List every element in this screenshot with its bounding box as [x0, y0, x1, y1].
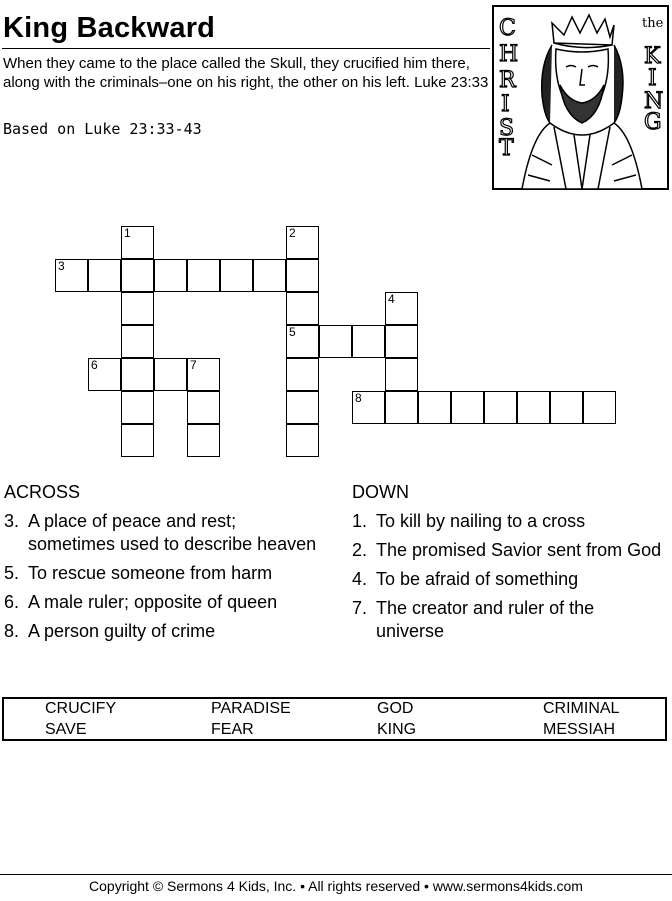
crossword-cell[interactable] [352, 325, 385, 358]
clue-item [4, 591, 319, 614]
clue-number: 3 [58, 259, 65, 273]
clue-item [352, 568, 667, 591]
crossword-cell[interactable] [286, 424, 319, 457]
footer-divider [0, 874, 672, 875]
clue-item [352, 510, 667, 533]
clue-text: To be afraid of something [376, 569, 579, 589]
crossword-cell[interactable] [352, 391, 385, 424]
crossword-cell[interactable] [121, 358, 154, 391]
crossword-cell[interactable] [286, 391, 319, 424]
based-on-text: Based on Luke 23:33-43 [3, 120, 202, 138]
clue-label: 2. [352, 540, 368, 560]
crossword-cell[interactable] [187, 259, 220, 292]
clue-text: The creator and ruler of the universe [376, 598, 595, 641]
clue-number: 5 [289, 325, 296, 339]
crossword-cell[interactable] [286, 358, 319, 391]
crossword-cell[interactable] [385, 391, 418, 424]
art-word-the: the [642, 16, 664, 31]
clue-text: A male ruler; opposite of queen [28, 592, 278, 612]
word-bank-word: PARADISE [211, 700, 291, 717]
crossword-cell[interactable] [88, 358, 121, 391]
crossword-cell[interactable] [286, 259, 319, 292]
clue-text: A person guilty of crime [28, 621, 216, 641]
art-letter: N [644, 89, 664, 114]
clue-label: 4. [352, 569, 368, 589]
crossword-cell[interactable] [121, 292, 154, 325]
word-bank-word: MESSIAH [543, 721, 616, 738]
crossword-cell[interactable] [484, 391, 517, 424]
crossword-cell[interactable] [517, 391, 550, 424]
art-letter: H [499, 42, 519, 67]
across-heading: ACROSS [4, 482, 81, 502]
crossword-cell[interactable] [253, 259, 286, 292]
art-letter: T [499, 136, 514, 161]
copyright-footer: Copyright © Sermons 4 Kids, Inc. • All rights reserved • www.sermons4kids.com [89, 878, 583, 894]
clue-label: 7. [352, 598, 368, 618]
word-bank-word: KING [377, 721, 417, 738]
clue-text: A place of peace and rest; sometimes used to describe heaven [28, 511, 317, 554]
art-letter: I [501, 92, 510, 117]
crossword-cell[interactable] [583, 391, 616, 424]
crossword-cell[interactable] [121, 325, 154, 358]
clue-label: 6. [4, 592, 20, 612]
verse-text: When they came to the place called the Skull, they crucified him there, along with the criminals–one on his right, the other on his left. Luke 23:33 [3, 55, 489, 91]
crossword-cell[interactable] [286, 226, 319, 259]
crossword-cell[interactable] [451, 391, 484, 424]
word-bank [2, 697, 667, 741]
word-bank-word: GOD [377, 700, 414, 717]
crossword-cell[interactable] [187, 358, 220, 391]
down-clues [352, 482, 667, 649]
across-clues [4, 482, 319, 649]
crossword-cell[interactable] [121, 391, 154, 424]
crossword-cell[interactable] [55, 259, 88, 292]
clue-item [352, 539, 667, 562]
clue-number: 7 [190, 358, 197, 372]
clue-number: 8 [355, 391, 362, 405]
crossword-cell[interactable] [187, 391, 220, 424]
art-letter: I [648, 66, 657, 91]
clue-item [4, 510, 319, 556]
clue-item [352, 597, 667, 643]
art-letter: G [644, 110, 662, 135]
crossword-cell[interactable] [286, 292, 319, 325]
crossword-cell[interactable] [418, 391, 451, 424]
crossword-cell[interactable] [550, 391, 583, 424]
crossword-cell[interactable] [220, 259, 253, 292]
art-letter: C [499, 16, 516, 41]
crossword-cell[interactable] [286, 325, 319, 358]
page-title: King Backward [3, 12, 216, 44]
crossword-cell[interactable] [187, 424, 220, 457]
down-heading: DOWN [352, 482, 409, 502]
clue-text: To kill by nailing to a cross [376, 511, 586, 531]
art-letter: R [499, 68, 516, 93]
crossword-cell[interactable] [385, 358, 418, 391]
crossword-cell[interactable] [121, 226, 154, 259]
crossword-cell[interactable] [121, 259, 154, 292]
crossword-cell[interactable] [88, 259, 121, 292]
word-bank-word: FEAR [211, 721, 254, 738]
clue-number: 2 [289, 226, 296, 240]
crossword-cell[interactable] [121, 424, 154, 457]
clue-label: 5. [4, 563, 20, 583]
crossword-cell[interactable] [385, 292, 418, 325]
word-bank-word: SAVE [45, 721, 87, 738]
clue-label: 8. [4, 621, 20, 641]
clue-item [4, 562, 319, 585]
clue-item [4, 620, 319, 643]
crossword-cell[interactable] [385, 325, 418, 358]
word-bank-word: CRUCIFY [45, 700, 117, 717]
crossword-cell[interactable] [154, 358, 187, 391]
clue-label: 1. [352, 511, 368, 531]
clue-text: The promised Savior sent from God [376, 540, 662, 560]
art-letter: S [499, 116, 515, 141]
clue-text: To rescue someone from harm [28, 563, 273, 583]
clue-number: 6 [91, 358, 98, 372]
clue-label: 3. [4, 511, 20, 531]
art-letter: K [644, 44, 661, 69]
clue-number: 4 [388, 292, 395, 306]
crossword-cell[interactable] [319, 325, 352, 358]
clue-number: 1 [124, 226, 131, 240]
crossword-cell[interactable] [154, 259, 187, 292]
word-bank-word: CRIMINAL [543, 700, 620, 717]
